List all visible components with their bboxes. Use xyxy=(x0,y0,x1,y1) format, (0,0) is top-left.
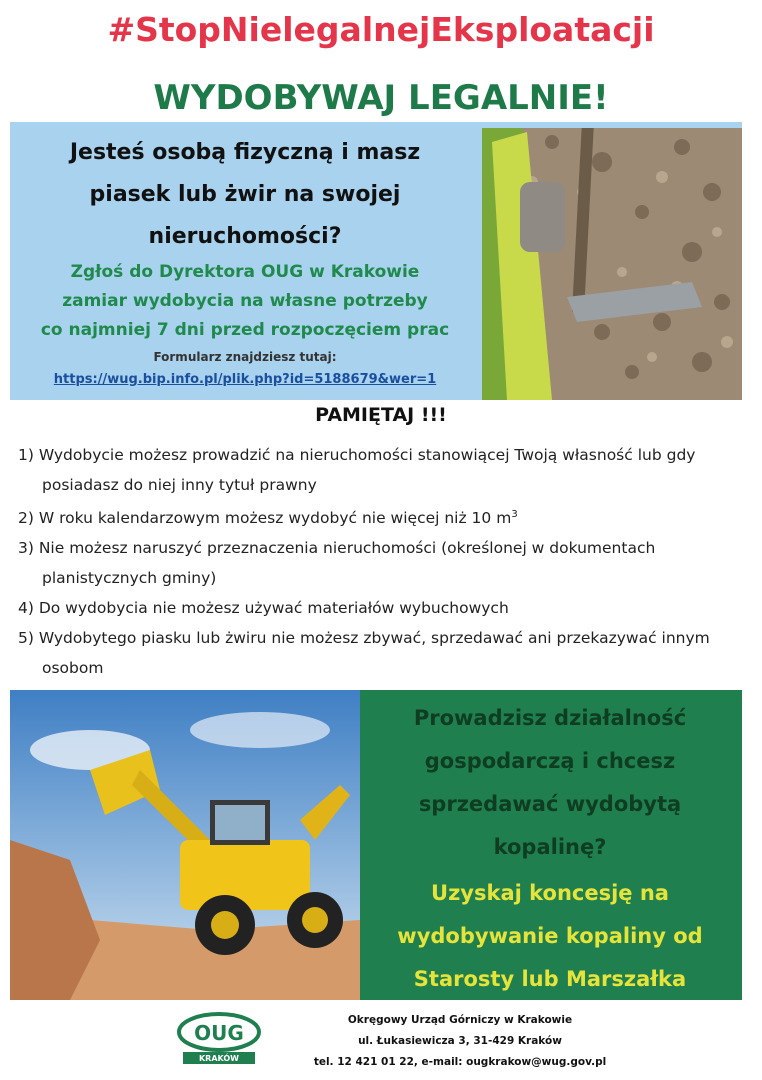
business-question-line: kopalinę? xyxy=(493,835,607,859)
oug-logo xyxy=(175,1010,263,1065)
business-answer-line: Starosty lub Marszałka xyxy=(413,967,687,991)
business-answer-line: Uzyskaj koncesję na xyxy=(431,881,669,905)
question-line: nieruchomości? xyxy=(148,224,342,249)
rules-list xyxy=(18,440,738,683)
business-question-line: gospodarczą i chcesz xyxy=(424,749,676,773)
rule-item: 1) Wydobycie możesz prowadzić na nieruchomości stanowiącej Twoją własność lub gdy posiadasz do niej inny tytuł prawny xyxy=(18,446,696,494)
question-line: piasek lub żwir na swojej xyxy=(89,182,401,207)
logo-text: OUG xyxy=(194,1021,244,1045)
report-line: zamiar wydobycia na własne potrzeby xyxy=(62,291,428,311)
rule-item xyxy=(18,500,738,533)
business-question-line: Prowadzisz działalność xyxy=(413,706,687,730)
report-line: Zgłoś do Dyrektora OUG w Krakowie xyxy=(70,262,420,282)
footer-line: Okręgowy Urząd Górniczy w Krakowie xyxy=(347,1014,573,1026)
business-question-line: sprzedawać wydobytą xyxy=(418,792,682,816)
shovel-gravel-photo xyxy=(482,122,742,400)
contact-footer xyxy=(270,1010,650,1073)
form-link[interactable]: https://wug.bip.info.pl/plik.php?id=5188679&wer=1 xyxy=(53,372,437,387)
rule-item: 3) Nie możesz naruszyć przeznaczenia nieruchomości (określonej w dokumentach planistycznych gminy) xyxy=(18,539,656,588)
business-question xyxy=(370,697,730,869)
page-headline: WYDOBYWAJ LEGALNIE! xyxy=(153,78,609,118)
footer-line: tel. 12 421 01 22, e-mail: ougkrakow@wug.gov.pl xyxy=(313,1056,607,1068)
form-label: Formularz znajdziesz tutaj: xyxy=(153,350,337,364)
report-instruction xyxy=(10,258,480,345)
backhoe-illustration xyxy=(10,690,360,1000)
rule-item: 5) Wydobytego piasku lub żwiru nie możesz zbywać, sprzedawać ani przekazywać innym osobom xyxy=(18,629,710,678)
business-answer-line: wydobywanie kopaliny od xyxy=(397,924,703,948)
backhoe-loader-photo xyxy=(10,690,360,1000)
rule-item: 4) Do wydobycia nie możesz używać materiałów wybuchowych xyxy=(18,599,509,618)
shovel-gravel-illustration xyxy=(482,122,742,400)
question-line: Jesteś osobą fizyczną i masz xyxy=(69,140,421,165)
footer-line: ul. Łukasiewicza 3, 31-429 Kraków xyxy=(358,1035,562,1047)
report-line: co najmniej 7 dni przed rozpoczęciem prac xyxy=(40,320,450,340)
cubic-superscript: 3 xyxy=(511,509,518,520)
rule-text: 2) W roku kalendarzowym możesz wydobyć nie więcej niż 10 m xyxy=(18,509,512,528)
remember-title: PAMIĘTAJ !!! xyxy=(315,404,447,426)
oug-logo-graphic xyxy=(175,1010,263,1065)
private-person-question xyxy=(10,132,480,258)
hashtag-title: #StopNielegalnejEksploatacji xyxy=(107,10,655,49)
logo-subtext: KRAKÓW xyxy=(198,1054,240,1063)
top-info-text xyxy=(10,122,480,400)
business-answer xyxy=(370,872,730,1001)
